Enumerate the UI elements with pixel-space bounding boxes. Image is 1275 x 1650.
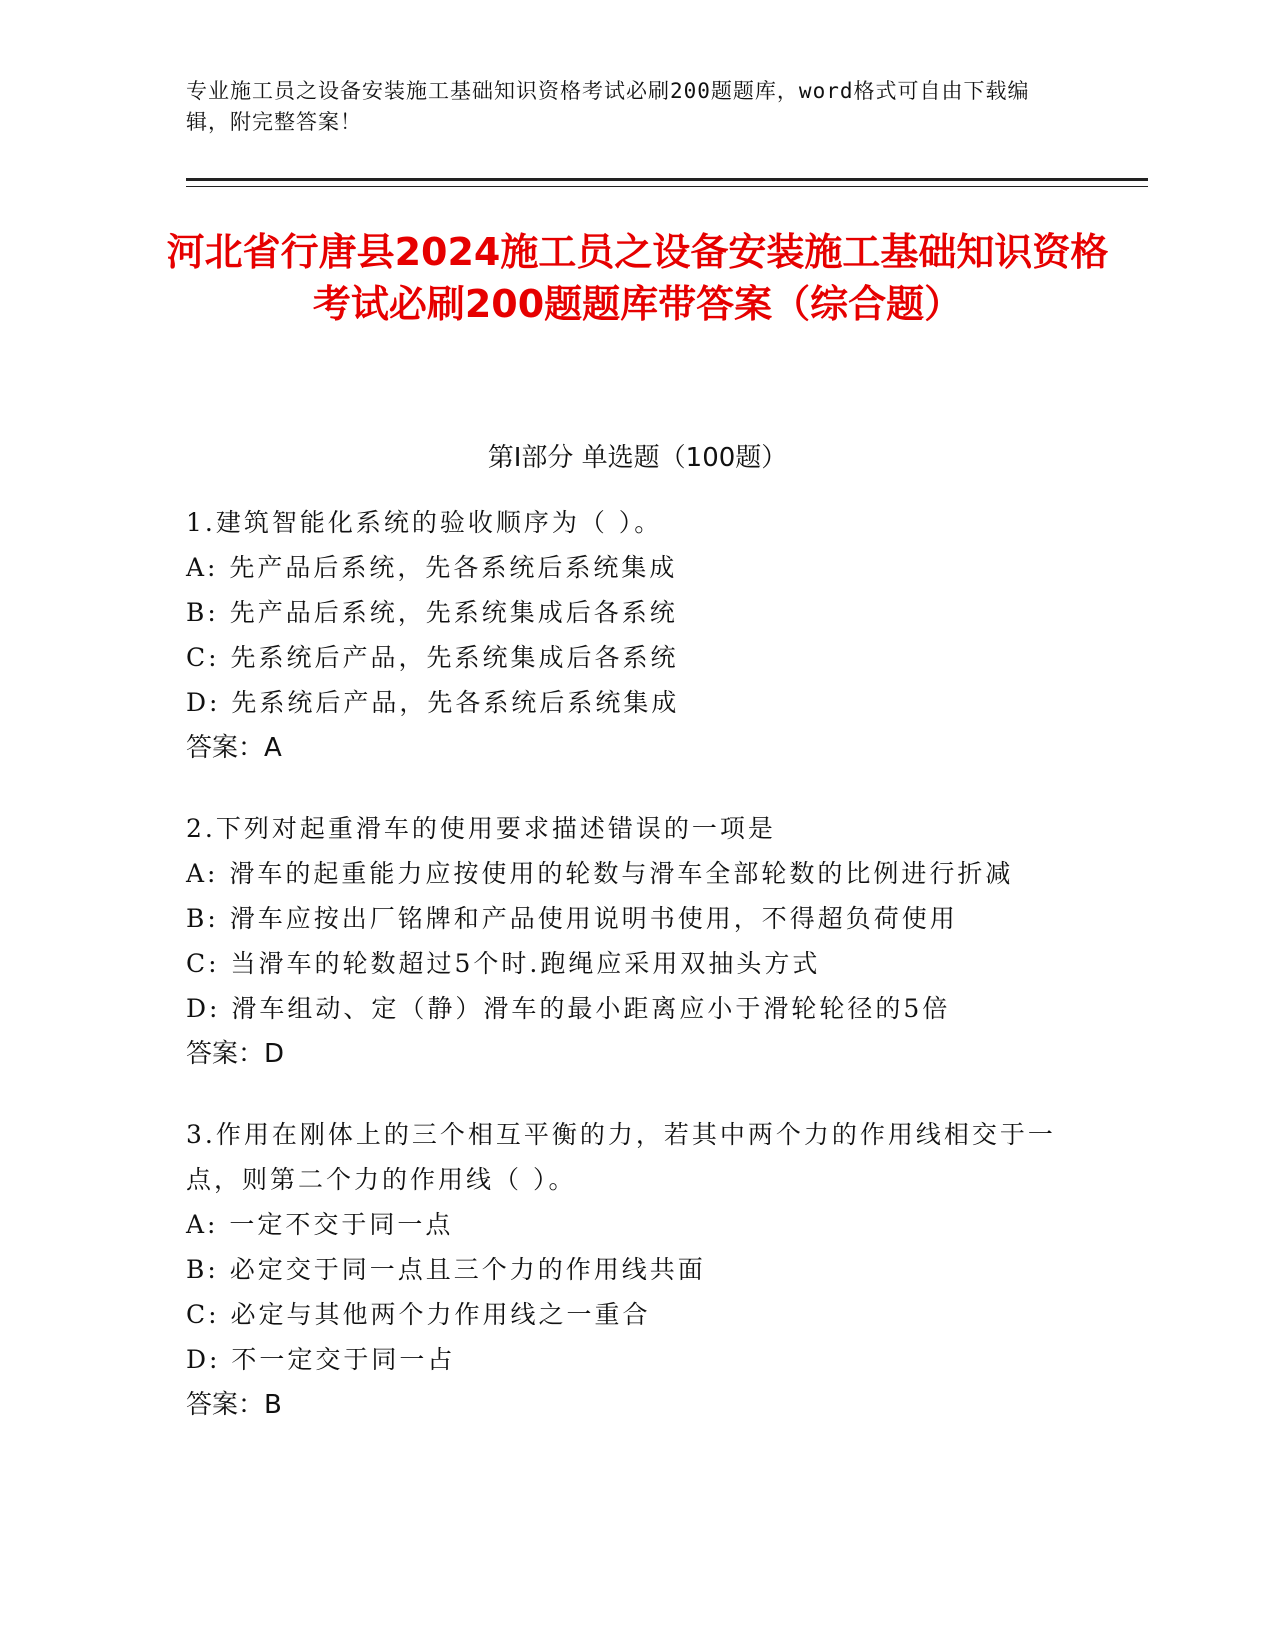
question-stem: 2.下列对起重滑车的使用要求描述错误的一项是	[186, 814, 776, 843]
answer: 答案：A	[186, 733, 282, 763]
option-c: C: 先系统后产品，先系统集成后各系统	[186, 643, 679, 672]
question-1	[186, 500, 1086, 771]
option-b: B: 先产品后系统，先系统集成后各系统	[186, 598, 678, 627]
question-2	[186, 806, 1086, 1077]
option-a: A: 滑车的起重能力应按使用的轮数与滑车全部轮数的比例进行折减	[186, 859, 1014, 888]
option-a: A: 一定不交于同一点	[186, 1210, 454, 1239]
header-rule-thick	[186, 178, 1148, 181]
question-3	[186, 1112, 1086, 1428]
header-rule-thin	[186, 186, 1148, 187]
option-c: C: 必定与其他两个力作用线之一重合	[186, 1300, 651, 1329]
answer: 答案：B	[186, 1390, 282, 1420]
option-a: A: 先产品后系统，先各系统后系统集成	[186, 553, 678, 582]
question-stem: 1.建筑智能化系统的验收顺序为（ ）。	[186, 508, 663, 537]
option-d: D: 先系统后产品，先各系统后系统集成	[186, 688, 680, 717]
section-title: 第I部分 单选题（100题）	[487, 443, 788, 473]
option-d: D: 滑车组动、定（静）滑车的最小距离应小于滑轮轮径的5倍	[186, 994, 951, 1023]
document-title: 河北省行唐县2024施工员之设备安装施工基础知识资格考试必刷200题题库带答案（综合题）	[166, 230, 1109, 326]
option-d: D: 不一定交于同一占	[186, 1345, 456, 1374]
option-b: B: 必定交于同一点且三个力的作用线共面	[186, 1255, 706, 1284]
question-stem: 3.作用在刚体上的三个相互平衡的力，若其中两个力的作用线相交于一点，则第二个力的作用线（ ）。	[186, 1120, 1056, 1194]
header-note: 专业施工员之设备安装施工基础知识资格考试必刷200题题库，word格式可自由下载编辑，附完整答案！	[186, 79, 1030, 134]
answer: 答案：D	[186, 1039, 285, 1069]
option-c: C: 当滑车的轮数超过5个时.跑绳应采用双抽头方式	[186, 949, 821, 978]
option-b: B: 滑车应按出厂铭牌和产品使用说明书使用，不得超负荷使用	[186, 904, 958, 933]
